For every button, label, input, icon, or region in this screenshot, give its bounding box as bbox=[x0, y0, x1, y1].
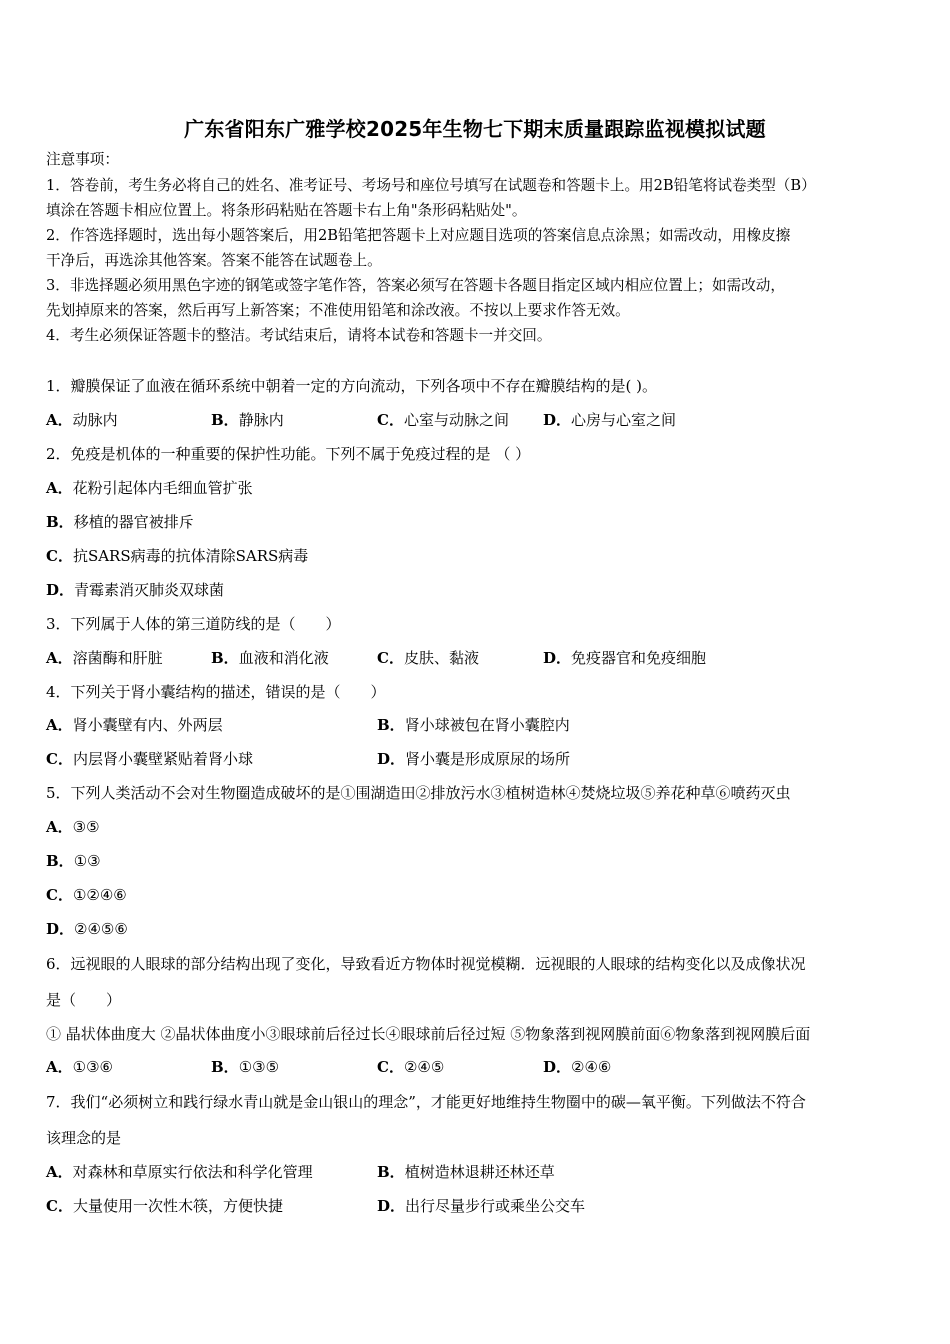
option-label: B． bbox=[211, 1058, 239, 1076]
option-d[interactable] bbox=[46, 581, 224, 599]
notice-line: 3．非选择题必须用黑色字迹的钢笔或签字笔作答，答案必须写在答题卡各题目指定区域内相应位置上；如需改动， bbox=[46, 277, 785, 294]
option-b[interactable] bbox=[377, 1163, 555, 1181]
option-b[interactable] bbox=[377, 716, 570, 734]
question-6-stem: 6．远视眼的人眼球的部分结构出现了变化，导致看近方物体时视觉模糊．远视眼的人眼球的结构变化以及成像状况 bbox=[46, 955, 806, 973]
option-label: A． bbox=[46, 479, 73, 497]
option-label: C． bbox=[46, 886, 73, 904]
option-label: A． bbox=[46, 716, 73, 734]
option-label: C． bbox=[46, 750, 73, 768]
question-7-stem-cont: 该理念的是 bbox=[46, 1129, 122, 1147]
option-label: B． bbox=[46, 852, 74, 870]
option-text: 皮肤、黏液 bbox=[403, 649, 479, 667]
option-label: D． bbox=[377, 1197, 406, 1215]
option-label: A． bbox=[46, 818, 73, 836]
option-b[interactable] bbox=[211, 411, 284, 429]
option-b[interactable] bbox=[46, 852, 101, 870]
option-text: 心室与动脉之间 bbox=[403, 411, 509, 429]
option-text: 抗SARS病毒的抗体清除SARS病毒 bbox=[72, 547, 309, 565]
question-5-stem: 5．下列人类活动不会对生物圈造成破坏的是①围湖造田②排放污水③植树造林④焚烧垃圾⑤养花种草⑥喷药灭虫 bbox=[46, 784, 791, 802]
option-a[interactable] bbox=[46, 1163, 313, 1181]
option-c[interactable] bbox=[377, 1058, 444, 1076]
option-label: D． bbox=[46, 581, 75, 599]
option-text: 移植的器官被排斥 bbox=[73, 513, 194, 531]
option-text: 肾小囊是形成原尿的场所 bbox=[405, 750, 571, 768]
option-text: ③⑤ bbox=[72, 818, 100, 836]
option-a[interactable] bbox=[46, 411, 118, 429]
option-text: 静脉内 bbox=[238, 411, 284, 429]
option-a[interactable] bbox=[46, 649, 163, 667]
option-c[interactable] bbox=[377, 649, 479, 667]
option-text: 血液和消化液 bbox=[238, 649, 329, 667]
option-c[interactable] bbox=[46, 886, 127, 904]
option-text: 溶菌酶和肝脏 bbox=[72, 649, 163, 667]
option-text: 肾小囊壁有内、外两层 bbox=[72, 716, 223, 734]
option-d[interactable] bbox=[543, 1058, 611, 1076]
option-label: A． bbox=[46, 1163, 73, 1181]
option-text: 出行尽量步行或乘坐公交车 bbox=[405, 1197, 586, 1215]
option-label: C． bbox=[46, 547, 73, 565]
option-label: D． bbox=[543, 649, 572, 667]
question-2-stem: 2．免疫是机体的一种重要的保护性功能。下列不属于免疫过程的是 （ ） bbox=[46, 445, 531, 463]
option-label: B． bbox=[211, 411, 239, 429]
option-text: 大量使用一次性木筷，方便快捷 bbox=[72, 1197, 283, 1215]
option-label: D． bbox=[543, 1058, 572, 1076]
option-d[interactable] bbox=[377, 750, 570, 768]
option-c[interactable] bbox=[46, 547, 308, 565]
notice-line: 先划掉原来的答案，然后再写上新答案；不准使用铅笔和涂改液。不按以上要求作答无效。 bbox=[46, 302, 630, 319]
question-6-stem-cont: 是（ ） bbox=[46, 991, 122, 1009]
option-d[interactable] bbox=[46, 920, 128, 938]
option-b[interactable] bbox=[46, 513, 194, 531]
option-text: ②④⑤ bbox=[403, 1058, 445, 1076]
option-text: ②④⑥ bbox=[571, 1058, 612, 1076]
option-a[interactable] bbox=[46, 479, 253, 497]
option-d[interactable] bbox=[377, 1197, 585, 1215]
option-label: D． bbox=[46, 920, 75, 938]
option-d[interactable] bbox=[543, 649, 706, 667]
option-c[interactable] bbox=[46, 1197, 283, 1215]
option-text: 植树造林退耕还林还草 bbox=[404, 1163, 555, 1181]
option-d[interactable] bbox=[543, 411, 676, 429]
option-label: C． bbox=[46, 1197, 73, 1215]
option-label: A． bbox=[46, 1058, 73, 1076]
question-1-stem: 1．瓣膜保证了血液在循环系统中朝着一定的方向流动，下列各项中不存在瓣膜结构的是( )。 bbox=[46, 377, 658, 395]
option-text: 肾小球被包在肾小囊腔内 bbox=[404, 716, 570, 734]
option-label: D． bbox=[543, 411, 572, 429]
option-a[interactable] bbox=[46, 818, 100, 836]
question-4-stem: 4．下列关于肾小囊结构的描述，错误的是（ ） bbox=[46, 683, 386, 701]
notice-heading: 注意事项： bbox=[46, 151, 119, 168]
option-c[interactable] bbox=[377, 411, 509, 429]
question-6-items: ① 晶状体曲度大 ②晶状体曲度小③眼球前后径过长④眼球前后径过短 ⑤物象落到视网膜前面⑥物象落到视网膜后面 bbox=[46, 1025, 811, 1043]
option-c[interactable] bbox=[46, 750, 253, 768]
option-label: B． bbox=[377, 1163, 405, 1181]
option-text: 对森林和草原实行依法和科学化管理 bbox=[72, 1163, 313, 1181]
option-label: D． bbox=[377, 750, 406, 768]
option-label: A． bbox=[46, 649, 73, 667]
option-b[interactable] bbox=[211, 1058, 279, 1076]
option-text: 免疫器官和免疫细胞 bbox=[571, 649, 707, 667]
option-label: C． bbox=[377, 411, 404, 429]
option-text: ①②④⑥ bbox=[72, 886, 127, 904]
option-text: 花粉引起体内毛细血管扩张 bbox=[72, 479, 253, 497]
option-label: C． bbox=[377, 649, 404, 667]
option-text: ①③⑥ bbox=[72, 1058, 113, 1076]
option-text: ②④⑤⑥ bbox=[74, 920, 128, 938]
option-text: 内层肾小囊壁紧贴着肾小球 bbox=[72, 750, 253, 768]
question-3-stem: 3．下列属于人体的第三道防线的是（ ） bbox=[46, 615, 341, 633]
notice-line: 4．考生必须保证答题卡的整洁。考试结束后，请将本试卷和答题卡一并交回。 bbox=[46, 327, 552, 344]
option-label: B． bbox=[211, 649, 239, 667]
option-text: ①③ bbox=[73, 852, 101, 870]
option-text: 青霉素消灭肺炎双球菌 bbox=[74, 581, 225, 599]
question-7-stem: 7．我们“必须树立和践行绿水青山就是金山银山的理念”，才能更好地维持生物圈中的碳—氧平衡。下列做法不符合 bbox=[46, 1093, 806, 1111]
option-a[interactable] bbox=[46, 716, 223, 734]
option-text: 动脉内 bbox=[72, 411, 118, 429]
option-label: B． bbox=[46, 513, 74, 531]
page-title: 广东省阳东广雅学校2025年生物七下期末质量跟踪监视模拟试题 bbox=[184, 117, 766, 141]
notice-line: 填涂在答题卡相应位置上。将条形码粘贴在答题卡右上角"条形码粘贴处"。 bbox=[46, 202, 527, 219]
option-label: C． bbox=[377, 1058, 404, 1076]
option-label: A． bbox=[46, 411, 73, 429]
notice-line: 2．作答选择题时，选出每小题答案后，用2B铅笔把答题卡上对应题目选项的答案信息点涂黑；如需改动，用橡皮擦 bbox=[46, 227, 791, 244]
option-b[interactable] bbox=[211, 649, 329, 667]
notice-line: 1．答卷前，考生务必将自己的姓名、准考证号、考场号和座位号填写在试题卷和答题卡上。用2B铅笔将试卷类型（B） bbox=[46, 177, 816, 194]
option-text: 心房与心室之间 bbox=[571, 411, 677, 429]
option-a[interactable] bbox=[46, 1058, 113, 1076]
notice-line: 干净后，再选涂其他答案。答案不能答在试题卷上。 bbox=[46, 252, 382, 269]
option-label: B． bbox=[377, 716, 405, 734]
option-text: ①③⑤ bbox=[238, 1058, 280, 1076]
